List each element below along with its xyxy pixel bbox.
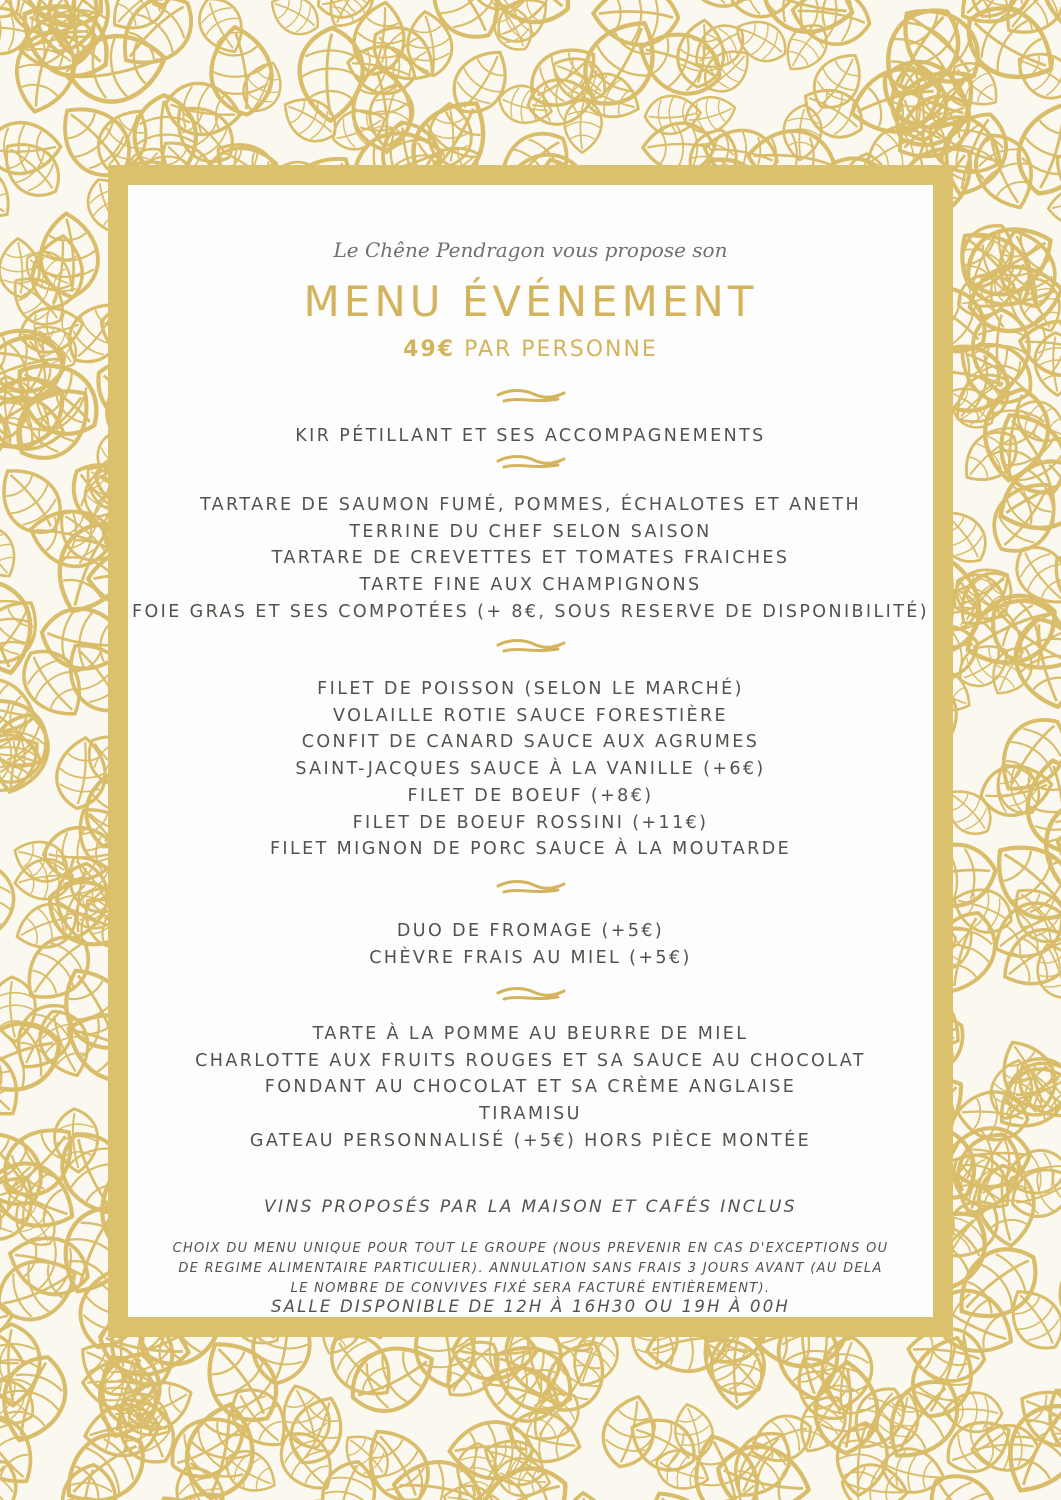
conditions-line: DE REGIME ALIMENTAIRE PARTICULIER). ANNULATION SANS FRAIS 3 JOURS AVANT (AU DELA: [178, 1261, 883, 1276]
menu-item: TARTE À LA POMME AU BEURRE DE MIEL: [312, 1024, 749, 1044]
gold-swirl-ornament-icon: [496, 878, 566, 898]
menu-item: SAINT-JACQUES SAUCE À LA VANILLE (+6€): [295, 759, 766, 780]
room-hours: SALLE DISPONIBLE DE 12H À 16H30 OU 19H À 00H: [270, 1297, 791, 1316]
price-amount: 49€: [403, 337, 456, 362]
menu-item: FILET DE POISSON (SELON LE MARCHÉ): [317, 679, 744, 699]
menu-item: FONDANT AU CHOCOLAT ET SA CRÈME ANGLAISE: [264, 1077, 797, 1098]
menu-item: FOIE GRAS ET SES COMPOTÉES (+ 8€, SOUS RESERVE DE DISPONIBILITÉ): [132, 601, 929, 622]
starters-section: [88, 492, 973, 626]
menu-item: CONFIT DE CANARD SAUCE AUX AGRUMES: [301, 732, 760, 753]
menu-item: TARTE FINE AUX CHAMPIGNONS: [359, 575, 702, 596]
cheese-section: [88, 918, 973, 971]
price-line: [128, 337, 933, 362]
conditions-note: [118, 1239, 943, 1299]
menu-item: CHÈVRE FRAIS AU MIEL (+5€): [369, 947, 692, 968]
menu-title: MENU ÉVÉNEMENT: [303, 277, 758, 326]
menu-item: VOLAILLE ROTIE SAUCE FORESTIÈRE: [333, 705, 728, 726]
gold-swirl-ornament-icon: [496, 637, 566, 657]
gold-swirl-ornament-icon: [496, 453, 566, 473]
desserts-section: [88, 1021, 973, 1155]
menu-frame: [108, 165, 953, 1337]
mains-section: [88, 676, 973, 863]
menu-item: TIRAMISU: [479, 1104, 582, 1125]
gold-swirl-ornament-icon: [496, 387, 566, 407]
menu-card: [128, 185, 933, 1317]
wines-included-note: VINS PROPOSÉS PAR LA MAISON ET CAFÉS INCLUS: [264, 1197, 797, 1217]
menu-item: TARTARE DE CREVETTES ET TOMATES FRAICHES: [271, 548, 790, 569]
menu-item: TARTARE DE SAUMON FUMÉ, POMMES, ÉCHALOTES ET ANETH: [199, 495, 862, 515]
menu-item: TERRINE DU CHEF SELON SAISON: [349, 521, 712, 542]
menu-item: FILET MIGNON DE PORC SAUCE À LA MOUTARDE: [269, 839, 792, 860]
menu-item: GATEAU PERSONNALISÉ (+5€) HORS PIÈCE MONTÉE: [249, 1130, 812, 1151]
conditions-line: CHOIX DU MENU UNIQUE POUR TOUT LE GROUPE (NOUS PREVENIR EN CAS D'EXCEPTIONS OU: [172, 1241, 889, 1256]
price-suffix: PAR PERSONNE: [455, 337, 658, 362]
gold-swirl-ornament-icon: [496, 985, 566, 1005]
menu-item: KIR PÉTILLANT ET SES ACCOMPAGNEMENTS: [295, 426, 766, 446]
menu-item: FILET DE BOEUF (+8€): [407, 785, 654, 806]
aperitif-section: [88, 423, 973, 450]
intro-text: Le Chêne Pendragon vous propose son: [333, 238, 728, 262]
conditions-line: LE NOMBRE DE CONVIVES FIXÉ SERA FACTURÉ ENTIÈREMENT).: [290, 1281, 771, 1296]
menu-item: CHARLOTTE AUX FRUITS ROUGES ET SA SAUCE AU CHOCOLAT: [195, 1050, 866, 1071]
menu-item: FILET DE BOEUF ROSSINI (+11€): [352, 812, 709, 833]
menu-item: DUO DE FROMAGE (+5€): [396, 921, 665, 941]
